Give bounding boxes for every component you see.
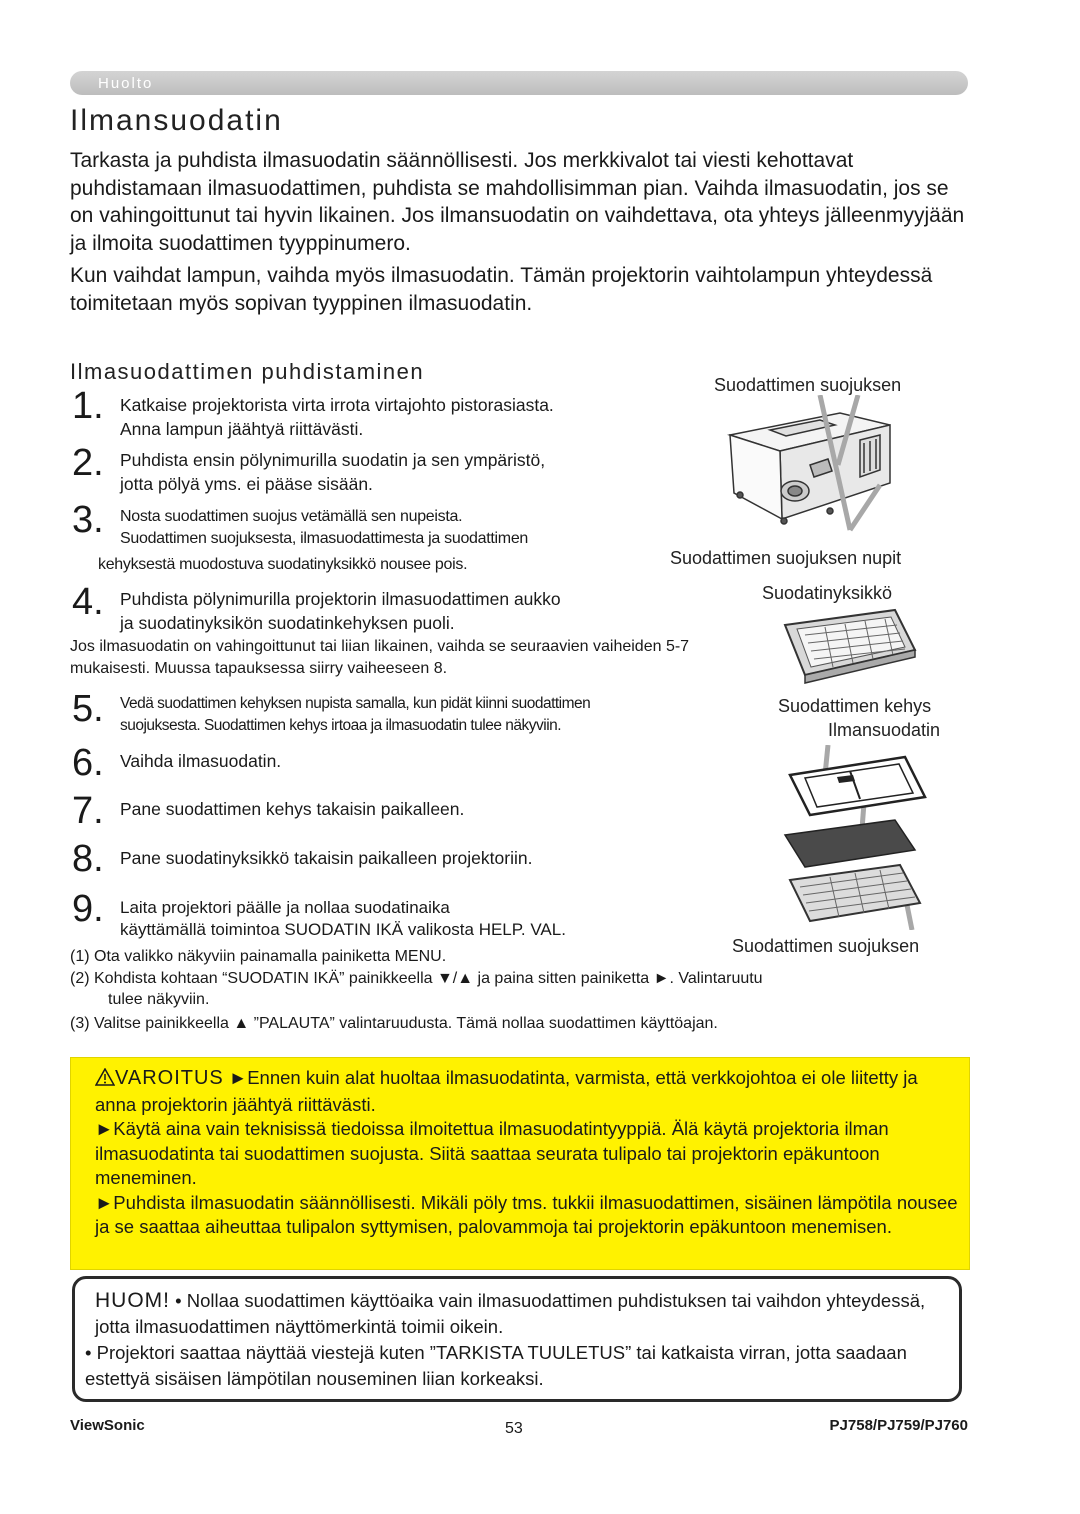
step-line: suojuksesta. Suodattimen kehys irtoaa ja ilmasuodatin tulee näkyviin.: [120, 717, 562, 734]
intro-paragraph-2: Kun vaihdat lampun, vaihda myös ilmasuodatin. Tämän projektorin vaihtolampun yhteydessä toimitetaan myös sopivan tyyppinen ilmasuodatin.: [70, 264, 933, 315]
section-subtitle: Ilmasuodattimen puhdistaminen: [70, 359, 425, 384]
step-text: [120, 749, 281, 773]
step-number: 3.: [72, 499, 104, 541]
step-text: [120, 897, 566, 941]
step-number: 8.: [72, 838, 104, 880]
caption-filter-unit: Suodatinyksikkö: [762, 583, 893, 603]
step-text: [120, 587, 561, 635]
filter-exploded-illustration: [775, 745, 950, 930]
warning-triangle-icon: [95, 1068, 115, 1093]
step-line: Katkaise projektorista virta irrota virtajohto pistorasiasta.: [120, 395, 554, 415]
step-number: 6.: [72, 742, 104, 784]
note-box: [72, 1276, 962, 1402]
filter-unit-illustration: [775, 605, 925, 690]
intro-paragraph-1: Tarkasta ja puhdista ilmasuodatin säännöllisesti. Jos merkkivalot tai viesti kehottavat puhdistamaan ilmasuodattimen, puhdista se mahdollisimman pian. Vaihda ilmasuodatin, jos se on vahingoittunut tai hyvin likainen. Jos ilmansuodatin on vaihdettava, ota yhteys jälleenmyyjään ja ilmoita suodattimen tyyppinumero.: [70, 149, 965, 255]
step-line: Pane suodattimen kehys takaisin paikalleen.: [120, 799, 465, 819]
substep-line: (2) Kohdista kohtaan “SUODATIN IKÄ” painikkeella ▼/▲ ja paina sitten painiketta ►. Valintaruutu: [70, 970, 763, 987]
step-text: [120, 506, 528, 550]
footer-page-number: 53: [505, 1420, 523, 1437]
step-line: käyttämällä toimintoa SUODATIN IKÄ valikosta HELP. VAL.: [120, 920, 566, 939]
substep-line: (1) Ota valikko näkyviin painamalla painiketta MENU.: [70, 948, 447, 965]
warning-heading: VAROITUS: [115, 1067, 224, 1089]
step-number: 1.: [72, 385, 104, 427]
warning-paragraph: [83, 1066, 963, 1117]
step-line: Vaihda ilmasuodatin.: [120, 751, 282, 771]
section-label: Huolto: [98, 75, 154, 92]
substep-3: [70, 1013, 970, 1034]
step-text: [120, 846, 532, 870]
step-text: [120, 393, 554, 441]
step-number: 5.: [72, 688, 104, 730]
caption-filter-cover-knobs: Suodattimen suojuksen nupit: [670, 548, 902, 568]
substep-line: (3) Valitse painikkeella ▲ ”PALAUTA” valintaruudusta. Tämä nollaa suodattimen käyttöajan.: [70, 1015, 718, 1032]
projector-illustration: [700, 395, 970, 555]
caption-filter-cover-top: Suodattimen suojuksen: [714, 375, 902, 395]
step-line: Nosta suodattimen suojus vetämällä sen nupeista.: [120, 508, 463, 525]
step-line: Pane suodatinyksikkö takaisin paikalleen projektoriin.: [120, 848, 533, 868]
section-bar: [70, 71, 968, 95]
step-line: Puhdista ensin pölynimurilla suodatin ja sen ympäristö,: [120, 450, 546, 470]
note-after-step-4: Jos ilmasuodatin on vahingoittunut tai liian likainen, vaihda se seuraavien vaiheiden 5-7 mukaisesti. Muussa tapauksessa siirry vaiheeseen 8.: [70, 638, 690, 677]
warning-paragraph-text: ►Ennen kuin alat huoltaa ilmasuodatinta, varmista, että verkkojohtoa ei ole liitetty ja anna projektorin jäähtyä riittävästi.: [95, 1067, 918, 1115]
warning-text: [83, 1066, 963, 1240]
note-text: [85, 1288, 955, 1392]
caption-air-filter: Ilmansuodatin: [828, 720, 941, 740]
step-line: jotta pölyä yms. ei pääse sisään.: [120, 474, 373, 494]
note-heading: HUOM!: [95, 1289, 170, 1312]
note-paragraph: [85, 1288, 955, 1340]
warning-paragraph: ►Käytä aina vain teknisissä tiedoissa ilmoitettua ilmasuodatintyyppiä. Älä käytä projektoria ilman ilmasuodatinta tai suodattimen suojusta. Siitä saattaa seurata tulipalo tai projektorin epäkuntoon meneminen.: [95, 1118, 889, 1188]
step-number: 4.: [72, 581, 104, 623]
step-text-continued: kehyksestä muodostuva suodatinyksikkö nousee pois.: [98, 556, 468, 573]
caption-filter-frame: Suodattimen kehys: [778, 696, 932, 716]
step-text: [120, 693, 590, 737]
note-paragraph: • Projektori saattaa näyttää viestejä kuten ”TARKISTA TUULETUS” tai katkaista virran, jotta saadaan estettyä sisäisen lämpötilan nouseminen liian korkeaksi.: [85, 1342, 907, 1389]
warning-box: [70, 1057, 970, 1270]
substep-line: tulee näkyviin.: [108, 991, 210, 1008]
footer-model: PJ758/PJ759/PJ760: [829, 1417, 968, 1434]
step-number: 9.: [72, 888, 104, 930]
step-line: Laita projektori päälle ja nollaa suodatinaika: [120, 898, 450, 917]
step-line: Suodattimen suojuksesta, ilmasuodattimesta ja suodattimen: [120, 530, 529, 547]
step-line: Puhdista pölynimurilla projektorin ilmasuodattimen aukko: [120, 589, 561, 609]
step-line: Anna lampun jäähtyä riittävästi.: [120, 419, 364, 439]
warning-paragraph: ►Puhdista ilmasuodatin säännöllisesti. Mikäli pöly tms. tukkii ilmasuodattimen, sisäinen lämpötila nousee ja se saattaa aiheuttaa tulipalon syttymisen, palovammoja tai projektorin epäkuntoon menemisen.: [95, 1191, 958, 1237]
note-paragraph-text: • Nollaa suodattimen käyttöaika vain ilmasuodattimen puhdistuksen tai vaihdon yhteydessä, jotta ilmasuodattimen näyttömerkintä toimii oikein.: [95, 1290, 926, 1337]
caption-filter-cover-bottom: Suodattimen suojuksen: [732, 936, 920, 956]
page-title: Ilmansuodatin: [70, 104, 283, 137]
step-number: 7.: [72, 790, 104, 832]
step-line: Vedä suodattimen kehyksen nupista samalla, kun pidät kiinni suodattimen: [120, 695, 591, 712]
step-number: 2.: [72, 442, 104, 484]
step-line: ja suodatinyksikön suodatinkehyksen puoli.: [120, 613, 455, 633]
substep-2: [70, 968, 970, 1010]
step-text: [120, 797, 464, 821]
footer-brand: ViewSonic: [70, 1417, 145, 1434]
step-text: [120, 448, 545, 496]
